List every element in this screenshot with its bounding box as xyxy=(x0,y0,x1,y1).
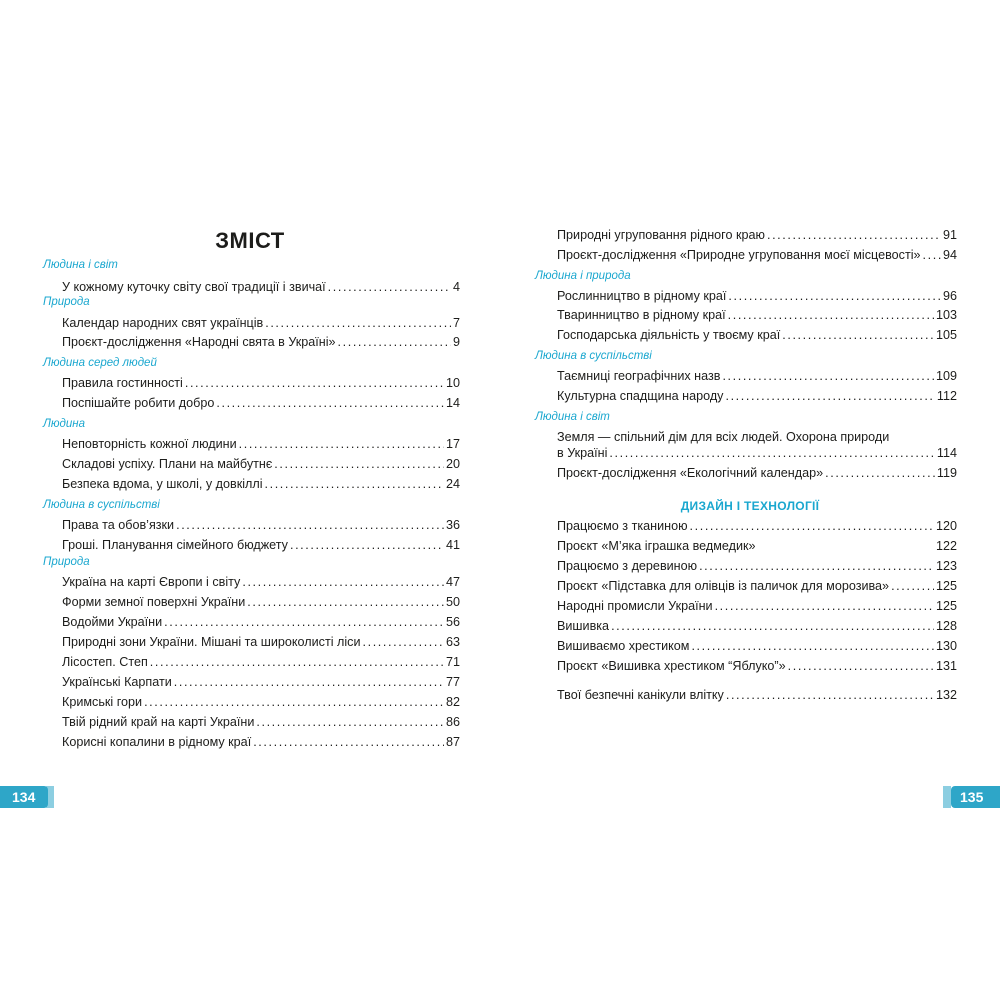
toc-entry[interactable] xyxy=(557,289,957,303)
toc-entry[interactable] xyxy=(62,477,460,491)
toc-entry-page: 9 xyxy=(452,335,460,349)
toc-entry-page: 10 xyxy=(445,376,460,390)
leader-dots xyxy=(328,280,451,294)
toc-entry-title: Працюємо з тканиною xyxy=(557,519,688,533)
toc-entry-page: 63 xyxy=(445,635,460,649)
toc-entry[interactable] xyxy=(62,376,460,390)
toc-entry-title: Проєкт-дослідження «Екологічний календар» xyxy=(557,466,824,480)
leader-dots xyxy=(923,248,941,262)
toc-entry-page: 14 xyxy=(445,396,460,410)
toc-entry-title: Природні угруповання рідного краю xyxy=(557,228,765,242)
toc-entry[interactable] xyxy=(62,635,460,649)
toc-entry-title: Вишивка xyxy=(557,619,610,633)
toc-entry-title: Проєкт-дослідження «Народні свята в Україні» xyxy=(62,335,336,349)
section-heading: Людина і світ xyxy=(43,259,118,271)
toc-entry-title: Проєкт «Вишивка хрестиком “Яблуко”» xyxy=(557,659,786,673)
section-heading: Людина xyxy=(43,418,86,430)
toc-entry-title: У кожному куточку світу свої традиції і звичаї xyxy=(62,280,326,294)
toc-entry-title: Вишиваємо хрестиком xyxy=(557,639,690,653)
toc-entry[interactable] xyxy=(62,695,460,709)
leader-dots xyxy=(725,389,934,403)
page-number-left: 134 xyxy=(0,786,48,808)
toc-entry-page: 86 xyxy=(445,715,460,729)
toc-entry-page: 17 xyxy=(445,437,460,451)
toc-entry-page: 125 xyxy=(935,579,957,593)
toc-entry[interactable] xyxy=(557,559,957,573)
leader-dots xyxy=(256,715,444,729)
toc-entry-page: 24 xyxy=(445,477,460,491)
leader-dots xyxy=(363,635,444,649)
toc-entry-title: Форми земної поверхні України xyxy=(62,595,246,609)
leader-dots xyxy=(247,595,444,609)
leader-dots xyxy=(265,477,444,491)
toc-entry-page: 122 xyxy=(935,539,957,553)
toc-entry[interactable] xyxy=(62,396,460,410)
leader-dots xyxy=(726,688,934,702)
toc-entry[interactable] xyxy=(62,518,460,532)
toc-entry-title: Тваринництво в рідному краї xyxy=(557,308,726,322)
toc-entry-title: в Україні xyxy=(557,446,608,460)
toc-entry-title: Корисні копалини в рідному краї xyxy=(62,735,252,749)
toc-entry-page: 36 xyxy=(445,518,460,532)
leader-dots xyxy=(767,228,941,242)
toc-entry[interactable] xyxy=(557,308,957,322)
toc-entry-page: 20 xyxy=(445,457,460,471)
section-heading: Природа xyxy=(43,556,90,568)
toc-entry-title: Твої безпечні канікули влітку xyxy=(557,688,724,702)
toc-entry-title: Календар народних свят українців xyxy=(62,316,264,330)
toc-entry-title: Неповторність кожної людини xyxy=(62,437,237,451)
toc-entry[interactable] xyxy=(62,715,460,729)
section-heading: Людина і природа xyxy=(535,270,631,282)
toc-entry-page: 4 xyxy=(452,280,460,294)
toc-entry-title: Поспішайте робити добро xyxy=(62,396,215,410)
toc-entry[interactable] xyxy=(557,659,957,673)
toc-entry-page: 7 xyxy=(452,316,460,330)
toc-entry-page: 103 xyxy=(935,308,957,322)
toc-entry[interactable] xyxy=(557,389,957,403)
toc-entry[interactable] xyxy=(557,639,957,653)
toc-entry[interactable] xyxy=(62,316,460,330)
toc-entry-page: 47 xyxy=(445,575,460,589)
toc-entry-page: 123 xyxy=(935,559,957,573)
toc-entry-page: 82 xyxy=(445,695,460,709)
toc-entry-page: 130 xyxy=(935,639,957,653)
toc-entry[interactable] xyxy=(62,280,460,294)
leader-dots xyxy=(185,376,444,390)
leader-dots xyxy=(144,695,444,709)
section-heading: Людина серед людей xyxy=(43,357,157,369)
leader-dots xyxy=(176,518,444,532)
toc-entry-title: Твій рідний край на карті України xyxy=(62,715,255,729)
toc-entry-page: 96 xyxy=(942,289,957,303)
leader-dots xyxy=(253,735,444,749)
leader-dots xyxy=(715,599,934,613)
leader-dots xyxy=(338,335,451,349)
section-heading: Людина в суспільстві xyxy=(535,350,652,362)
toc-entry-page: 132 xyxy=(935,688,957,702)
toc-entry-page: 109 xyxy=(935,369,957,383)
toc-entry[interactable] xyxy=(557,248,957,262)
page-number-right: 135 xyxy=(951,786,1000,808)
toc-entry[interactable] xyxy=(557,228,957,242)
toc-entry[interactable] xyxy=(62,675,460,689)
toc-entry-page: 41 xyxy=(445,538,460,552)
leader-dots xyxy=(728,308,934,322)
toc-entry[interactable] xyxy=(62,437,460,451)
toc-entry[interactable] xyxy=(557,466,957,480)
toc-entry[interactable] xyxy=(557,328,957,342)
leader-dots xyxy=(609,446,935,460)
toc-entry-page: 71 xyxy=(445,655,460,669)
toc-entry-page: 120 xyxy=(935,519,957,533)
leader-dots xyxy=(722,369,934,383)
toc-entry-page: 50 xyxy=(445,595,460,609)
toc-entry-page: 131 xyxy=(935,659,957,673)
toc-entry[interactable] xyxy=(557,599,957,613)
toc-entry[interactable] xyxy=(62,655,460,669)
toc-entry-title: Лісостеп. Степ xyxy=(62,655,148,669)
toc-entry-title: Права та обов’язки xyxy=(62,518,175,532)
toc-entry[interactable] xyxy=(62,335,460,349)
leader-dots xyxy=(164,615,444,629)
toc-entry-page: 125 xyxy=(935,599,957,613)
toc-entry[interactable] xyxy=(62,457,460,471)
toc-entry-title: Проєкт «Підставка для олівців із паличок для морозива» xyxy=(557,579,890,593)
leader-dots xyxy=(611,619,934,633)
toc-entry[interactable] xyxy=(62,615,460,629)
toc-entry-title: Водойми України xyxy=(62,615,163,629)
leader-dots xyxy=(690,519,934,533)
toc-entry-title: Правила гостинності xyxy=(62,376,183,390)
toc-entry[interactable] xyxy=(62,538,460,552)
toc-entry[interactable] xyxy=(62,595,460,609)
toc-entry-title: Природні зони України. Мішані та широколисті ліси xyxy=(62,635,361,649)
toc-entry-page: 119 xyxy=(936,466,957,480)
leader-dots xyxy=(216,396,444,410)
toc-entry-page: 56 xyxy=(445,615,460,629)
page-tab-brush-decoration xyxy=(46,786,54,808)
toc-entry[interactable] xyxy=(557,539,957,553)
leader-dots xyxy=(274,457,444,471)
toc-entry-title: Народні промисли України xyxy=(557,599,713,613)
toc-entry[interactable] xyxy=(62,575,460,589)
toc-entry-title: Проєкт-дослідження «Природне угруповання моєї місцевості» xyxy=(557,248,921,262)
toc-entry-page: 114 xyxy=(936,446,957,460)
toc-entry-page: 91 xyxy=(942,228,957,242)
toc-entry-page: 87 xyxy=(445,735,460,749)
toc-entry-page: 94 xyxy=(942,248,957,262)
design-section-heading: ДИЗАЙН І ТЕХНОЛОГІЇ xyxy=(680,499,820,513)
leader-dots xyxy=(782,328,934,342)
toc-entry-title: Україна на карті Європи і світу xyxy=(62,575,241,589)
leader-dots xyxy=(265,316,451,330)
toc-entry-title: Українські Карпати xyxy=(62,675,172,689)
toc-entry-title: Кримські гори xyxy=(62,695,143,709)
toc-entry[interactable] xyxy=(557,579,957,593)
toc-entry-page: 128 xyxy=(935,619,957,633)
toc-entry-title: Культурна спадщина народу xyxy=(557,389,724,403)
leader-dots xyxy=(174,675,444,689)
leader-dots xyxy=(788,659,934,673)
toc-entry[interactable] xyxy=(62,735,460,749)
toc-entry-title: Господарська діяльність у твоєму краї xyxy=(557,328,781,342)
leader-dots xyxy=(691,639,934,653)
toc-entry-page: 112 xyxy=(936,389,957,403)
leader-dots xyxy=(290,538,444,552)
toc-entry-title: Складові успіху. Плани на майбутнє xyxy=(62,457,273,471)
toc-entry-title: Безпека вдома, у школі, у довкіллі xyxy=(62,477,263,491)
toc-entry[interactable] xyxy=(557,369,957,383)
toc-entry-title-line1: Земля — спільний дім для всіх людей. Охорона природи xyxy=(557,430,890,444)
leader-dots xyxy=(239,437,444,451)
toc-entry-page: 105 xyxy=(935,328,957,342)
leader-dots xyxy=(891,579,934,593)
page-title: ЗМІСТ xyxy=(215,228,285,253)
right-page xyxy=(500,0,1000,1000)
section-heading: Людина і світ xyxy=(535,411,610,423)
toc-entry-title: Таємниці географічних назв xyxy=(557,369,721,383)
leader-dots xyxy=(825,466,935,480)
toc-entry-title: Проєкт «М’яка іграшка ведмедик» xyxy=(557,539,756,553)
toc-entry-title: Працюємо з деревиною xyxy=(557,559,698,573)
leader-dots xyxy=(728,289,941,303)
page-tab-brush-decoration xyxy=(943,786,951,808)
section-heading: Природа xyxy=(43,296,90,308)
toc-entry[interactable] xyxy=(557,519,957,533)
toc-entry[interactable] xyxy=(557,688,957,702)
toc-entry-title: Гроші. Планування сімейного бюджету xyxy=(62,538,288,552)
leader-dots xyxy=(150,655,444,669)
toc-entry[interactable] xyxy=(557,446,957,460)
leader-dots xyxy=(699,559,934,573)
section-heading: Людина в суспільстві xyxy=(43,499,160,511)
toc-entry[interactable] xyxy=(557,619,957,633)
toc-entry-page: 77 xyxy=(445,675,460,689)
toc-entry-title: Рослинництво в рідному краї xyxy=(557,289,727,303)
leader-dots xyxy=(242,575,444,589)
